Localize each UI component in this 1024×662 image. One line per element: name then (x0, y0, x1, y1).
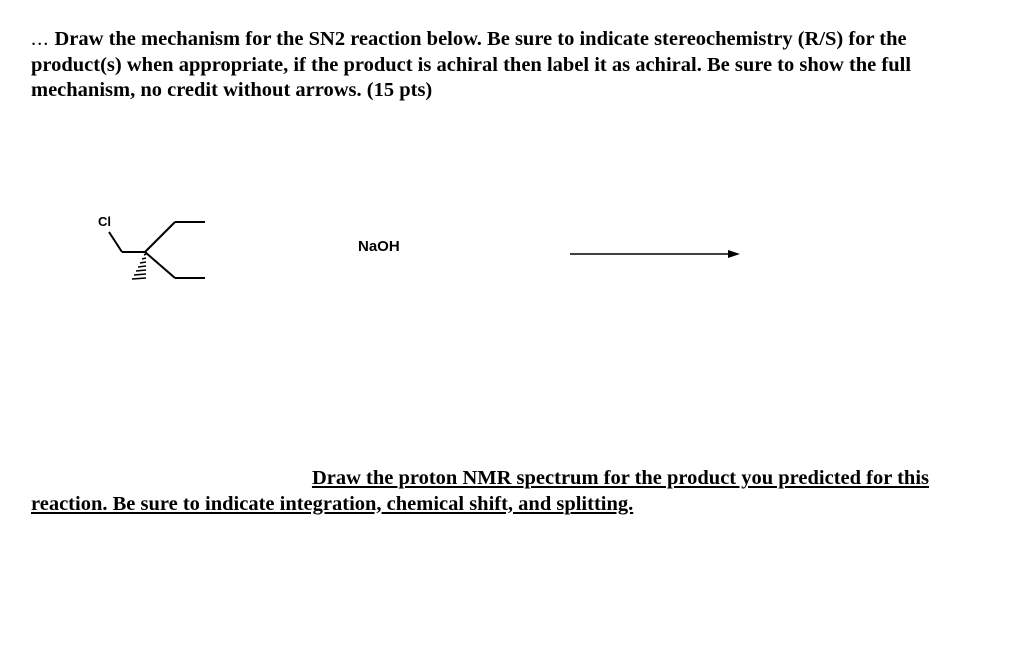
question-body: Draw the mechanism for the SN2 reaction below. Be sure to indicate stereochemistry (R/S) for the product(s) when appropriate, if the product is achiral then label it as achiral. Be sure to show the full mechanism, no credit without arrows. (15 pts) (31, 28, 912, 101)
reagent-label: NaOH (358, 238, 400, 255)
substrate-structure (95, 205, 225, 295)
nmr-prompt (31, 466, 991, 517)
bond-cl-ch2 (109, 232, 122, 252)
nmr-prompt-line2: reaction. Be sure to indicate integration, chemical shift, and splitting. (31, 492, 634, 515)
nmr-prompt-line1: Draw the proton NMR spectrum for the product you predicted for this (311, 467, 929, 489)
bond-center-lower-ch2 (145, 252, 175, 278)
question-text (31, 27, 991, 104)
bond-center-upper-ch2 (145, 222, 175, 252)
hashed-wedge-methyl (132, 254, 146, 279)
chlorine-label: Cl (98, 214, 111, 229)
reaction-arrow (568, 247, 743, 261)
question-number-prefix: ... (31, 28, 50, 50)
